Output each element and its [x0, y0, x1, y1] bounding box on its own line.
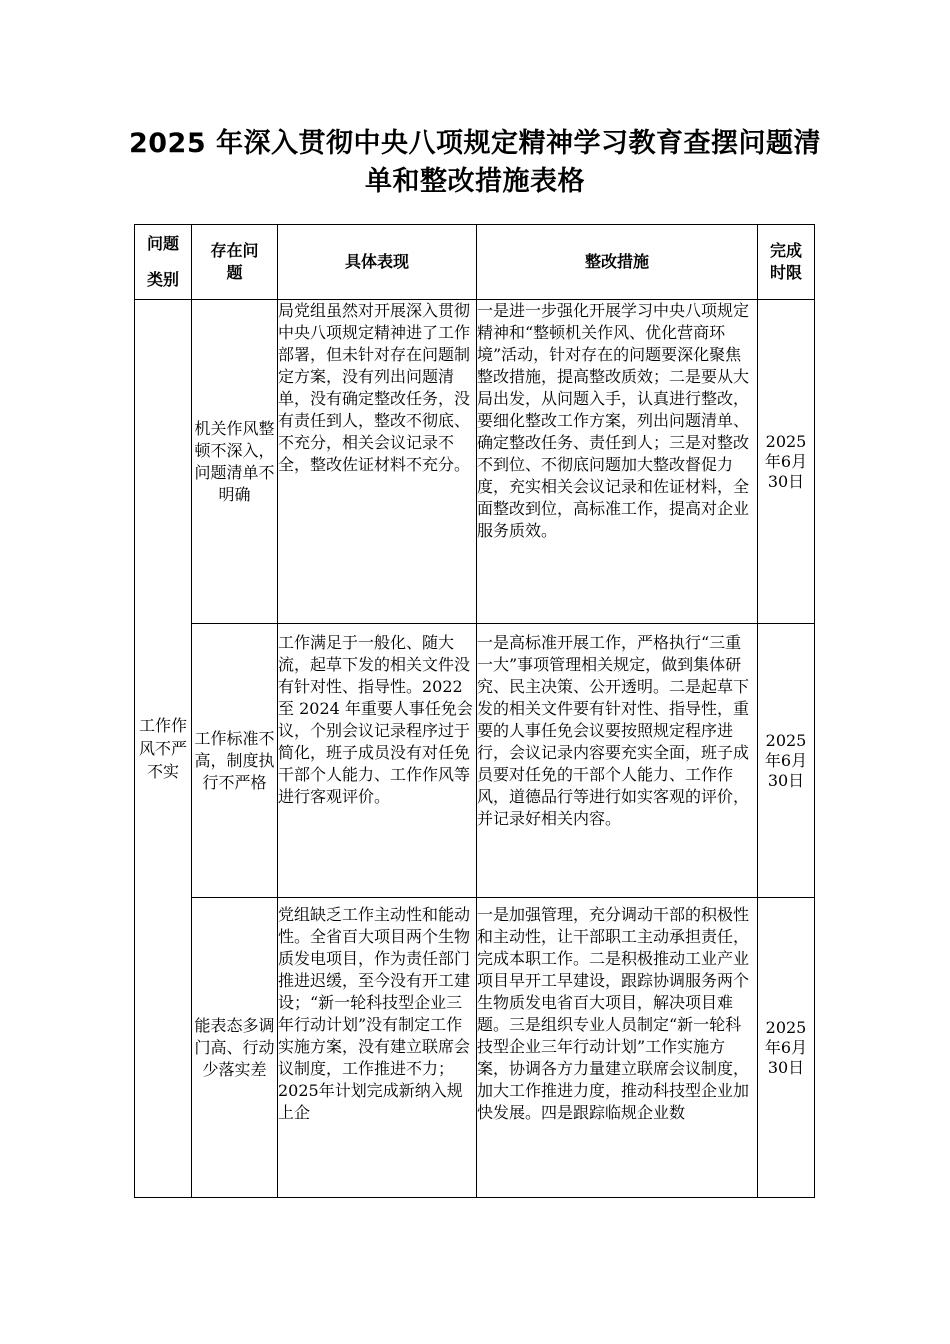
table-header-row — [135, 225, 815, 300]
problem-cell: 机关作风整顿不深入，问题清单不明确 — [192, 300, 278, 624]
details-cell: 工作满足于一般化、随大流，起草下发的相关文件没有针对性、指导性。2022 至 2024 年重要人事任免会议，个别会议记录程序过于简化，班子成员没有对任免干部个人能力、工作作风等进行客观评价。 — [278, 624, 477, 898]
header-details: 具体表现 — [278, 225, 477, 300]
header-category — [135, 225, 192, 300]
problem-cell: 能表态多调门高、行动少落实差 — [192, 898, 278, 1198]
measures-cell: 一是加强管理，充分调动干部的积极性和主动性，让干部职工主动承担责任，完成本职工作。二是积极推动工业产业项目早开工早建设，跟踪协调服务两个生物质发电省百大项目，解决项目难题。三是组织专业人员制定“新一轮科技型企业三年行动计划”工作实施方案，协调各方力量建立联席会议制度，加大工作推进力度，推动科技型企业加快发展。四是跟踪临规企业数 — [477, 898, 758, 1198]
measures-cell: 一是进一步强化开展学习中央八项规定精神和“整顿机关作风、优化营商环境”活动，针对存在的问题要深化聚焦整改措施，提高整改质效；二是要从大局出发，从问题入手，认真进行整改，要细化整改工作方案，列出问题清单、确定整改任务、责任到人；三是对整改不到位、不彻底问题加大整改督促力度，充实相关会议记录和佐证材料，全面整改到位，高标准工作，提高对企业服务质效。 — [477, 300, 758, 624]
details-cell: 局党组虽然对开展深入贯彻中央八项规定精神进了工作部署，但未针对存在问题制定方案，没有列出问题清单，没有确定整改任务，没有责任到人，整改不彻底、不充分，相关会议记录不全，整改佐证材料不充分。 — [278, 300, 477, 624]
table-row — [135, 898, 815, 1198]
header-measures: 整改措施 — [477, 225, 758, 300]
table-row — [135, 300, 815, 624]
deadline-cell: 2025年6月30日 — [758, 624, 815, 898]
details-cell: 党组缺乏工作主动性和能动性。全省百大项目两个生物质发电项目，作为责任部门推进迟缓，至今没有开工建设；“新一轮科技型企业三年行动计划”没有制定工作实施方案，没有建立联席会议制度，工作推进不力；2025年计划完成新纳入规上企 — [278, 898, 477, 1198]
measures-cell: 一是高标准开展工作，严格执行“三重一大”事项管理相关规定，做到集体研究、民主决策、公开透明。二是起草下发的相关文件要有针对性、指导性，重要的人事任免会议要按照规定程序进行，会议记录内容要充实全面，班子成员要对任免的干部个人能力、工作作风，道德品行等进行如实客观的评价，并记录好相关内容。 — [477, 624, 758, 898]
category-cell: 工作作风不严不实 — [135, 300, 192, 1198]
problem-cell: 工作标准不高，制度执行不严格 — [192, 624, 278, 898]
page-title: 2025 年深入贯彻中央八项规定精神学习教育查摆问题清单和整改措施表格 — [128, 128, 822, 197]
issue-table — [134, 224, 815, 1198]
header-category-line2: 类别 — [146, 270, 179, 289]
deadline-cell: 2025年6月30日 — [758, 300, 815, 624]
deadline-cell: 2025年6月30日 — [758, 898, 815, 1198]
header-problem: 存在问题 — [192, 225, 278, 300]
table-row — [135, 624, 815, 898]
header-deadline: 完成时限 — [758, 225, 815, 300]
header-category-line1: 问题 — [146, 234, 179, 253]
